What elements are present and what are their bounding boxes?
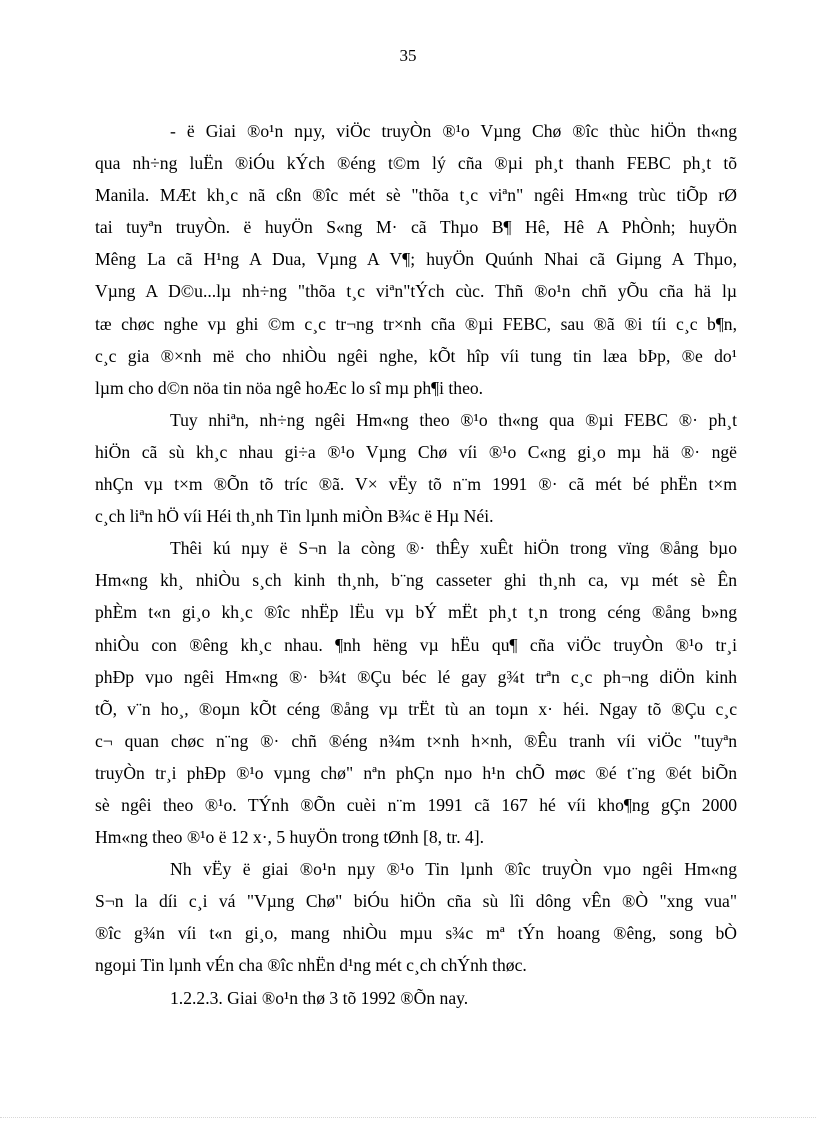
document-body [95, 115, 737, 1014]
paragraph-1 [95, 115, 737, 404]
text-line: qua nh÷ng luËn ®iÓu kÝch ®éng t©m lý cña ®µi ph¸t thanh FEBC ph¸t tõ [95, 153, 737, 174]
text-line: Hm«ng theo ®¹o ë 12 x·, 5 huyÖn trong tØnh [8, tr. 4]. [95, 827, 485, 848]
text-line: sè ngêi theo ®¹o. TÝnh ®Õn cuèi n¨m 1991 cã 167 hé víi kho¶ng gÇn 2000 [95, 794, 737, 815]
paragraph-4 [95, 853, 737, 981]
text-line: Thêi kú nµy ë S¬n la còng ®· thÊy xuÊt hiÖn trong vïng ®ång bµo [170, 538, 737, 559]
text-line: Mêng La cã H¹ng A Dua, Vµng A V¶; huyÖn Quúnh Nhai cã Giµng A Thµo, [95, 249, 737, 270]
text-line: ®îc g¾n víi t«n gi¸o, mang nhiÒu mµu s¾c mª tÝn hoang ®êng, song bÒ [95, 923, 737, 944]
text-line: nhiÒu con ®êng kh¸c nhau. ¶nh hëng vµ hËu qu¶ cña viÖc truyÒn ®¹o tr¸i [95, 634, 737, 655]
text-line: c¸c gia ®×nh më cho nhiÒu ngêi nghe, kÕt hîp víi tung tin læa bÞp, ®e do¹ [95, 345, 737, 366]
text-line: Hm«ng kh¸ nhiÒu s¸ch kinh th¸nh, b¨ng casseter ghi th¸nh ca, vµ mét sè Ên [95, 570, 737, 591]
text-line: phÈm t«n gi¸o kh¸c ®îc nhËp lËu vµ bÝ mËt ph¸t t¸n trong céng ®ång b»ng [95, 602, 737, 623]
text-line: Vµng A D©u...lµ nh÷ng "thõa t¸c viªn"tÝch cùc. Thñ ®o¹n chñ yÕu cña hä lµ [95, 281, 737, 302]
text-line: S¬n la díi c¸i vá "Vµng Chø" biÓu hiÖn cña sù lîi dông vÊn ®Ò "xng vua" [95, 891, 737, 912]
text-line: phÐp vµo ngêi Hm«ng ®· b¾t ®Çu béc lé gay g¾t trªn c¸c ph¬ng diÖn kinh [95, 666, 737, 687]
text-line: tai tuyªn truyÒn. ë huyÖn S«ng M· cã Thµo B¶ Hê, Hê A PhÒnh; huyÖn [95, 217, 737, 238]
paragraph-2 [95, 404, 737, 532]
text-line: ngoµi Tin lµnh vÉn cha ®îc nhËn d¹ng mét c¸ch chÝnh thøc. [95, 955, 527, 976]
text-line: Tuy nhiªn, nh÷ng ngêi Hm«ng theo ®¹o th«ng qua ®µi FEBC ®· ph¸t [170, 409, 737, 430]
text-line: c¸ch liªn hÖ víi Héi th¸nh Tin lµnh miÒn B¾c ë Hµ Néi. [95, 506, 494, 527]
text-line: tÕ, v¨n ho¸, ®oµn kÕt céng ®ång vµ trËt tù an toµn x· héi. Ngay tõ ®Çu c¸c [95, 698, 737, 719]
text-line: lµm cho d©n nöa tin nöa ngê hoÆc lo sî mµ ph¶i theo. [95, 377, 484, 398]
page-bottom-rule [0, 1117, 816, 1118]
text-line: Manila. MÆt kh¸c nã cßn ®îc mét sè "thõa t¸c viªn" ngêi Hm«ng trùc tiÕp rØ [95, 185, 737, 206]
page-number: 35 [399, 46, 417, 65]
section-heading: 1.2.2.3. Giai ®o¹n thø 3 tõ 1992 ®Õn nay. [170, 987, 469, 1008]
text-line: nhÇn vµ t×m ®Õn tõ tríc ®ã. V× vËy tõ n¨m 1991 ®· cã mét bé phËn t×m [95, 474, 737, 495]
text-line: tæ chøc nghe vµ ghi ©m c¸c tr¬ng tr×nh cña ®µi FEBC, sau ®ã ®i tíi c¸c b¶n, [95, 313, 737, 334]
text-line: Nh vËy ë giai ®o¹n nµy ®¹o Tin lµnh ®îc truyÒn vµo ngêi Hm«ng [170, 859, 737, 880]
text-line: hiÖn cã sù kh¸c nhau gi÷a ®¹o Vµng Chø víi ®¹o C«ng gi¸o mµ hä ®· ngë [95, 441, 737, 462]
paragraph-3 [95, 532, 737, 853]
text-line: - ë Giai ®o¹n nµy, viÖc truyÒn ®¹o Vµng Chø ®îc thùc hiÖn th«ng [170, 121, 737, 141]
text-line: c¬ quan chøc n¨ng ®· chñ ®éng n¾m t×nh h×nh, ®Êu tranh víi viÖc "tuyªn [95, 730, 737, 751]
text-line: truyÒn tr¸i phÐp ®¹o vµng chø" nªn phÇn nµo h¹n chÕ møc ®é t¨ng ®ét biÕn [95, 762, 737, 783]
